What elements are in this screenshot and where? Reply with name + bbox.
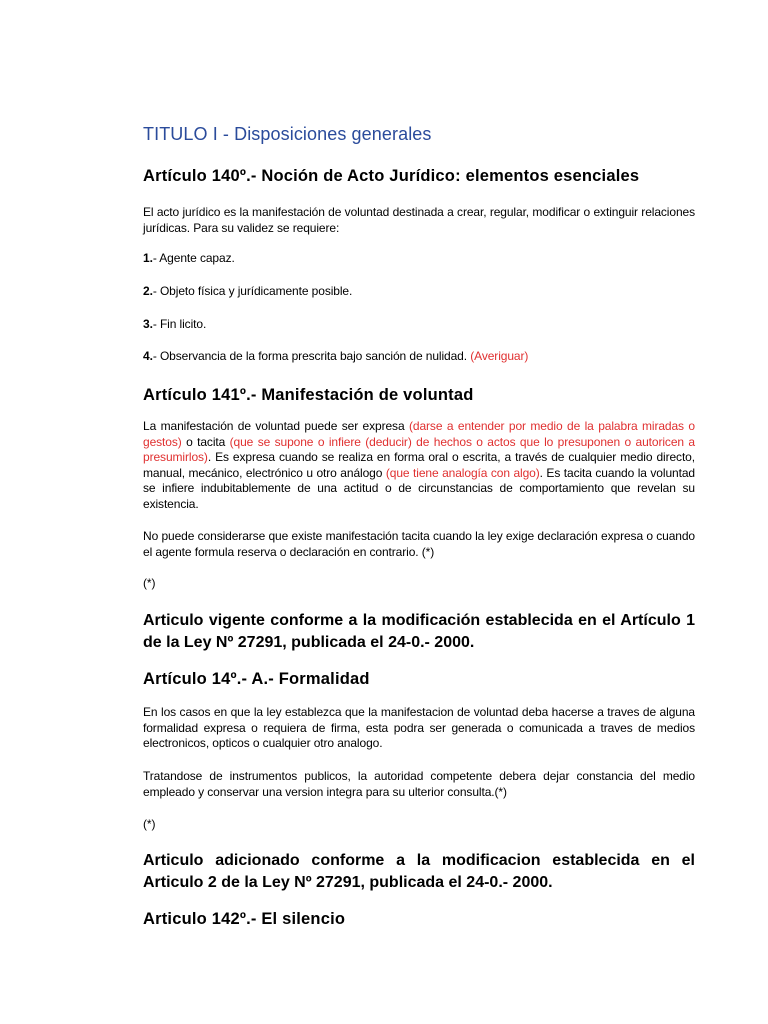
requirement-item-4 xyxy=(143,349,695,365)
item-note: (Averiguar) xyxy=(470,349,529,363)
item-text: - Fin licito. xyxy=(152,317,207,331)
item-number: 4. xyxy=(143,349,153,363)
annotation: (que tiene analogía con algo) xyxy=(385,465,540,480)
requirement-item-1 xyxy=(143,251,695,267)
article-14a-modification-note: Articulo adicionado conforme a la modificacion establecida en el Articulo 2 de la Ley Nº 27291, publicada el 24-0.- 2000. xyxy=(143,852,695,891)
article-140-heading: Artículo 140º.- Noción de Acto Jurídico: elementos esenciales xyxy=(143,167,640,185)
item-number: 1. xyxy=(143,251,153,265)
item-number: 2. xyxy=(143,284,153,298)
article-141-heading: Artículo 141º.- Manifestación de voluntad xyxy=(143,386,474,404)
article-14a-paragraph-1: En los casos en que la ley establezca que la manifestacion de voluntad deba hacerse a traves de alguna formalidad expresa o requiera de firma, esta podra ser generada o comunicada a traves de medios electronicos, opticos o cualquier otro analogo. xyxy=(143,705,695,750)
article-14a-heading: Artículo 14º.- A.- Formalidad xyxy=(143,670,370,688)
requirement-item-3 xyxy=(143,317,695,333)
item-text: - Observancia de la forma prescrita bajo sanción de nulidad. xyxy=(152,349,471,363)
footnote-marker: (*) xyxy=(143,817,156,831)
item-text: - Agente capaz. xyxy=(152,251,235,265)
article-140-intro: El acto jurídico es la manifestación de voluntad destinada a crear, regular, modificar o extinguir relaciones jurídicas. Para su validez se requiere: xyxy=(143,205,695,235)
article-141-paragraph-2: No puede considerarse que existe manifestación tacita cuando la ley exige declaración expresa o cuando el agente formula reserva o declaración en contrario. (*) xyxy=(143,529,695,559)
article-142-heading: Articulo 142º.- El silencio xyxy=(143,910,346,928)
article-141-modification-note: Articulo vigente conforme a la modificación establecida en el Artículo 1 de la Ley Nº 27291, publicada el 24-0.- 2000. xyxy=(143,612,695,651)
article-141-paragraph-1: La manifestación de voluntad puede ser expresa (darse a entender por medio de la palabra miradas o gestos) o tacita (que se supone o infiere (deducir) de hechos o actos que lo presuponen o autoricen a presumirlos). Es expresa cuando se realiza en forma oral o escrita, a través de cualquier medio directo, manual, mecánico, electrónico u otro análogo (que tiene analogía con algo). Es tacita cuando la voluntad se infiere indubitablemente de una actitud o de circunstancias de comportamiento que revelan su existencia. xyxy=(143,419,695,511)
requirement-item-2 xyxy=(143,284,695,300)
footnote-marker: (*) xyxy=(143,576,156,590)
item-number: 3. xyxy=(143,317,153,331)
annotation: (darse a entender por medio de la palabra miradas o gestos) xyxy=(143,419,695,449)
item-text: - Objeto física y jurídicamente posible. xyxy=(152,284,353,298)
annotation: (que se supone o infiere (deducir) de hechos o actos que lo presuponen o autoricen a presumirlos) xyxy=(143,434,695,464)
article-14a-paragraph-2: Tratandose de instrumentos publicos, la autoridad competente debera dejar constancia del medio empleado y conservar una version integra para su ulterior consulta.(*) xyxy=(143,769,695,799)
document-title: TITULO I - Disposiciones generales xyxy=(143,124,432,144)
